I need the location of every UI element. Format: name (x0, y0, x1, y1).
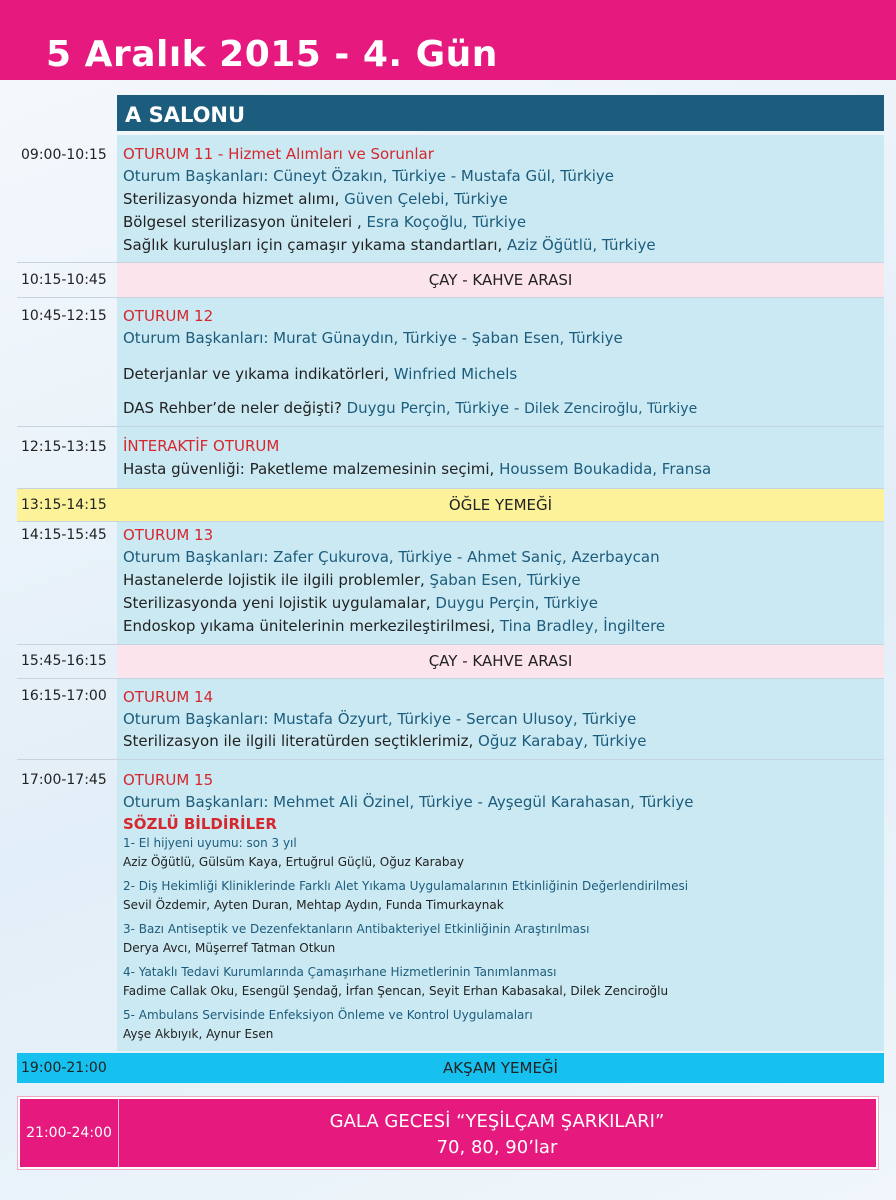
time-label: 21:00-24:00 (20, 1099, 119, 1167)
talk-item: Sağlık kuruluşları için çamaşır yıkama standartları, Aziz Öğütlü, Türkiye (123, 236, 656, 254)
session-title: OTURUM 11 - Hizmet Alımları ve Sorunlar (123, 145, 434, 163)
session-chairs: Oturum Başkanları: Cüneyt Özakın, Türkiye - Mustafa Gül, Türkiye (123, 167, 615, 185)
presentation-title: 5- Ambulans Servisinde Enfeksiyon Önleme ve Kontrol Uygulamaları (123, 1008, 533, 1022)
presentation-authors: Derya Avcı, Müşerref Tatman Otkun (123, 941, 336, 955)
presentation-authors: Sevil Özdemir, Ayten Duran, Mehtap Aydın, Funda Timurkaynak (123, 898, 504, 912)
schedule-row-break (17, 263, 884, 297)
break-label: AKŞAM YEMEĞİ (443, 1059, 558, 1077)
schedule-row-break (17, 645, 884, 678)
page-title: 5 Aralık 2015 - 4. Gün (46, 34, 498, 75)
talk-item: Sterilizasyonda hizmet alımı, Güven Çelebi, Türkiye (123, 190, 508, 208)
time-label: 12:15-13:15 (21, 439, 107, 455)
break-label: ÖĞLE YEMEĞİ (448, 496, 553, 514)
schedule-row-lunch (17, 489, 884, 521)
oral-presentations-heading: SÖZLÜ BİLDİRİLER (123, 815, 277, 833)
session-title: OTURUM 13 (123, 526, 214, 544)
talk-item: Endoskop yıkama ünitelerinin merkezileştirilmesi, Tina Bradley, İngiltere (123, 617, 666, 635)
presentation-title: 2- Diş Hekimliği Kliniklerinde Farklı Alet Yıkama Uygulamalarının Etkinliğinin Değerlendirilmesi (123, 879, 689, 893)
session-chairs: Oturum Başkanları: Zafer Çukurova, Türkiye - Ahmet Saniç, Azerbaycan (123, 548, 660, 566)
session-content (117, 135, 884, 262)
time-label: 15:45-16:15 (21, 653, 107, 669)
talk-item: Sterilizasyonda yeni lojistik uygulamalar, Duygu Perçin, Türkiye (123, 594, 598, 612)
header-band (0, 0, 896, 80)
presentation-title: 4- Yataklı Tedavi Kurumlarında Çamaşırhane Hizmetlerinin Tanımlanması (123, 965, 557, 979)
presentation-title: 1- El hijyeni uyumu: son 3 yıl (123, 836, 297, 850)
talk-item: Deterjanlar ve yıkama indikatörleri, Winfried Michels (123, 365, 518, 383)
session-title: OTURUM 14 (123, 688, 214, 706)
presentation-authors: Fadime Callak Oku, Esengül Şendağ, İrfan Şencan, Seyit Erhan Kabasakal, Dilek Zenciroğlu (123, 984, 669, 998)
schedule-row-oturum-13 (17, 522, 884, 644)
time-label: 19:00-21:00 (21, 1060, 107, 1076)
gala-title: GALA GECESİ “YEŞİLÇAM ŞARKILARI” (329, 1111, 665, 1132)
salon-header: A SALONU (117, 95, 884, 131)
break-label: ÇAY - KAHVE ARASI (117, 263, 884, 297)
schedule-row-oturum-12 (17, 298, 884, 426)
presentation-authors: Aziz Öğütlü, Gülsüm Kaya, Ertuğrul Güçlü, Oğuz Karabay (123, 855, 464, 869)
talk-item: Hasta güvenliği: Paketleme malzemesinin seçimi, Houssem Boukadida, Fransa (123, 460, 712, 478)
talk-item: Hastanelerde lojistik ile ilgili problemler, Şaban Esen, Türkiye (123, 571, 581, 589)
talk-item: DAS Rehber’de neler değişti? Duygu Perçin, Türkiye - Dilek Zenciroğlu, Türkiye (123, 399, 698, 417)
break-label: ÇAY - KAHVE ARASI (117, 645, 884, 678)
session-chairs: Oturum Başkanları: Mehmet Ali Özinel, Türkiye - Ayşegül Karahasan, Türkiye (123, 793, 694, 811)
session-content (117, 427, 884, 488)
time-label: 16:15-17:00 (21, 688, 107, 704)
time-label: 10:45-12:15 (21, 308, 107, 324)
session-content (117, 679, 884, 759)
time-label: 14:15-15:45 (21, 527, 107, 543)
session-title: OTURUM 12 (123, 307, 214, 325)
schedule-row-interaktif (17, 427, 884, 488)
session-content (117, 760, 884, 1051)
talk-item: Bölgesel sterilizasyon üniteleri , Esra Koçoğlu, Türkiye (123, 213, 527, 231)
session-chairs: Oturum Başkanları: Murat Günaydın, Türkiye - Şaban Esen, Türkiye (123, 329, 623, 347)
session-content (117, 522, 884, 644)
gala-subtitle: 70, 80, 90’lar (436, 1137, 558, 1158)
time-label: 10:15-10:45 (21, 272, 107, 288)
talk-item: Sterilizasyon ile ilgili literatürden seçtiklerimiz, Oğuz Karabay, Türkiye (123, 732, 647, 750)
schedule-row-oturum-11 (17, 135, 884, 262)
session-content (117, 298, 884, 426)
presentation-title: 3- Bazı Antiseptik ve Dezenfektanların Antibakteriyel Etkinliğinin Araştırılması (123, 922, 590, 936)
session-chairs: Oturum Başkanları: Mustafa Özyurt, Türkiye - Sercan Ulusoy, Türkiye (123, 710, 637, 728)
session-title: İNTERAKTİF OTURUM (123, 437, 280, 455)
session-title: OTURUM 15 (123, 771, 214, 789)
time-label: 17:00-17:45 (21, 772, 107, 788)
schedule-row-oturum-14 (17, 679, 884, 759)
presentation-authors: Ayşe Akbıyık, Aynur Esen (123, 1027, 274, 1041)
time-label: 09:00-10:15 (21, 147, 107, 163)
schedule-row-oturum-15 (17, 760, 884, 1051)
gala-row (20, 1099, 876, 1167)
schedule-row-dinner (17, 1053, 884, 1083)
time-label: 13:15-14:15 (21, 497, 107, 513)
